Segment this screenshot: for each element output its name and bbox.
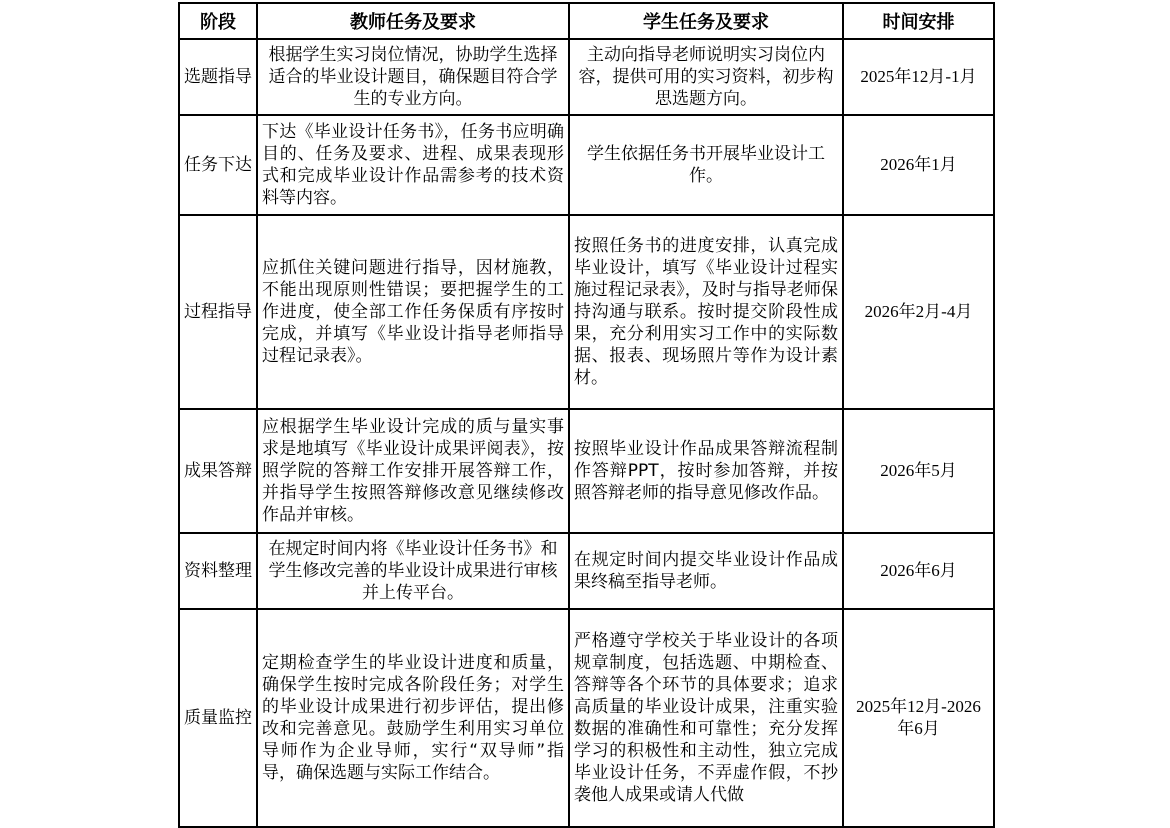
table-row: [179, 39, 994, 115]
teacher-task-cell: 应根据学生毕业设计完成的质与量实事求是地填写《毕业设计成果评阅表》，按照学院的答辩工作安排开展答辩工作，并指导学生按照答辩修改意见继续修改作品并审核。: [257, 409, 569, 533]
time-cell: 2025年12月-1月: [843, 39, 994, 115]
stage-cell: 质量监控: [179, 609, 257, 827]
time-cell: 2026年2月-4月: [843, 215, 994, 409]
table-row: [179, 409, 994, 533]
time-cell: 2026年1月: [843, 115, 994, 215]
table-row: [179, 115, 994, 215]
table-row: [179, 533, 994, 609]
stage-cell: 选题指导: [179, 39, 257, 115]
student-task-cell: 严格遵守学校关于毕业设计的各项规章制度，包括选题、中期检查、答辩等各个环节的具体要求；追求高质量的毕业设计成果，注重实验数据的准确性和可靠性；充分发挥学习的积极性和主动性，独立完成毕业设计任务，不弄虚作假，不抄袭他人成果或请人代做: [569, 609, 843, 827]
table-header-row: [179, 3, 994, 39]
teacher-task-cell: 定期检查学生的毕业设计进度和质量，确保学生按时完成各阶段任务；对学生的毕业设计成果进行初步评估，提出修改和完善意见。鼓励学生利用实习单位导师作为企业导师，实行“双导师”指导，确保选题与实际工作结合。: [257, 609, 569, 827]
time-cell: 2026年6月: [843, 533, 994, 609]
stage-cell: 资料整理: [179, 533, 257, 609]
time-cell: 2026年5月: [843, 409, 994, 533]
schedule-table: [178, 2, 995, 828]
teacher-task-cell: 应抓住关键问题进行指导，因材施教，不能出现原则性错误；要把握学生的工作进度，使全部工作任务保质有序按时完成，并填写《毕业设计指导老师指导过程记录表》。: [257, 215, 569, 409]
teacher-task-cell: 根据学生实习岗位情况，协助学生选择适合的毕业设计题目，确保题目符合学生的专业方向。: [257, 39, 569, 115]
student-task-cell: 主动向指导老师说明实习岗位内容，提供可用的实习资料，初步构思选题方向。: [569, 39, 843, 115]
student-task-cell: 按照毕业设计作品成果答辩流程制作答辩PPT，按时参加答辩，并按照答辩老师的指导意见修改作品。: [569, 409, 843, 533]
table-row: [179, 215, 994, 409]
student-task-cell: 按照任务书的进度安排，认真完成毕业设计，填写《毕业设计过程实施过程记录表》，及时与指导老师保持沟通与联系。按时提交阶段性成果，充分利用实习工作中的实际数据、报表、现场照片等作为设计素材。: [569, 215, 843, 409]
teacher-task-cell: 在规定时间内将《毕业设计任务书》和学生修改完善的毕业设计成果进行审核并上传平台。: [257, 533, 569, 609]
teacher-task-cell: 下达《毕业设计任务书》，任务书应明确目的、任务及要求、进程、成果表现形式和完成毕业设计作品需参考的技术资料等内容。: [257, 115, 569, 215]
stage-cell: 成果答辩: [179, 409, 257, 533]
header-student-tasks: 学生任务及要求: [569, 3, 843, 39]
header-time: 时间安排: [843, 3, 994, 39]
table-row: [179, 609, 994, 827]
stage-cell: 任务下达: [179, 115, 257, 215]
time-cell: 2025年12月-2026年6月: [843, 609, 994, 827]
student-task-cell: 在规定时间内提交毕业设计作品成果终稿至指导老师。: [569, 533, 843, 609]
stage-cell: 过程指导: [179, 215, 257, 409]
header-teacher-tasks: 教师任务及要求: [257, 3, 569, 39]
header-stage: 阶段: [179, 3, 257, 39]
student-task-cell: 学生依据任务书开展毕业设计工作。: [569, 115, 843, 215]
